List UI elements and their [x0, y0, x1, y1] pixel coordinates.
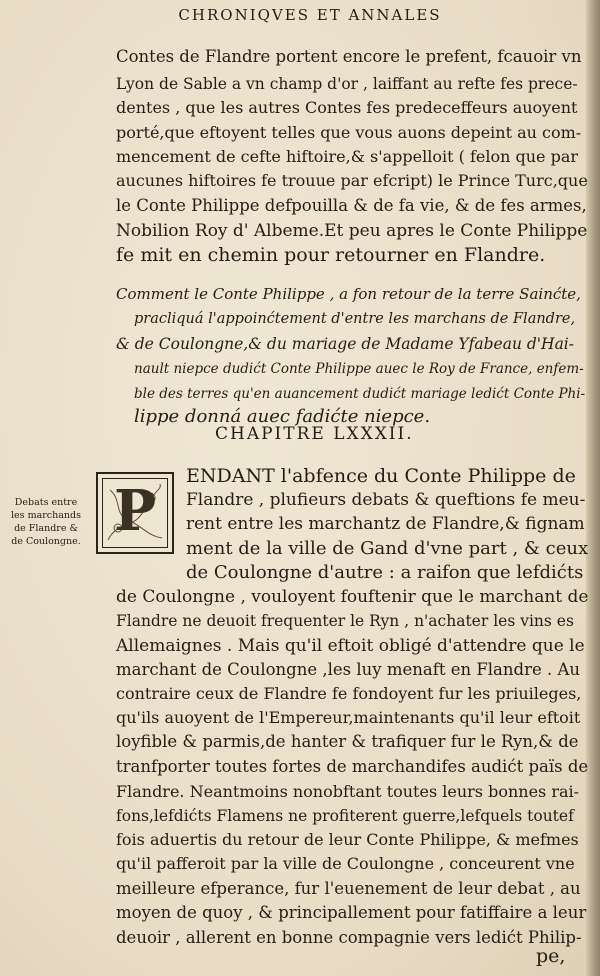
body_chapter-line: Flandre. Neantmoins nonobftant toutes leurs bonnes rai-	[116, 782, 580, 801]
body_chapter-line: qu'il pafferoit par la ville de Coulongne , conceurent vne	[116, 854, 575, 873]
margin-note: Debats entre les marchands de Flandre & de Coulongne.	[11, 497, 81, 547]
body_chapter-line: rent entre les marchantz de Flandre,& fignam	[186, 514, 585, 534]
body_chapter-line: contraire ceux de Flandre fe fondoyent fur les priuileges,	[116, 684, 582, 703]
body_chapter-line: marchant de Coulongne ,les luy menaft en Flandre . Au	[116, 660, 581, 679]
body_top-line: mencement de cefte hiftoire,& s'appelloit ( felon que par	[116, 147, 579, 166]
body_chapter-line: moyen de quoy , & principallement pour fatiffaire a leur	[116, 903, 587, 922]
page-edge	[586, 0, 600, 976]
body_top-line: porté,que eftoyent telles que vous auons depeint au com-	[116, 123, 582, 142]
body_chapter-line: meilleure efperance, fur l'euenement de leur debat , au	[116, 879, 581, 898]
body_top-line: aucunes hiftoires fe trouue par efcript) le Prince Turc,que	[116, 171, 588, 190]
body_top-line: Lyon de Sable a vn champ d'or , laiffant au refte fes prece-	[116, 75, 578, 93]
body_top-line: dentes , que les autres Contes fes predeceffeurs auoyent	[116, 98, 578, 117]
body_chapter-line: ENDANT l'abfence du Conte Philippe de	[186, 465, 576, 487]
body_chapter-line: tranfporter toutes fortes de marchandifes audićt païs de	[116, 757, 589, 776]
chapter_summary-line: lippe donná auec fadićte niepce.	[134, 406, 431, 427]
body_chapter-line: fons,lefdićts Flamens ne profiterent guerre,lefquels toutef	[116, 807, 574, 825]
body_chapter-line: Flandre , plufieurs debats & queftions fe meu-	[186, 490, 586, 510]
body_top-line: fe mit en chemin pour retourner en Flandre.	[116, 244, 546, 266]
chapter_summary-line: nault niepce dudićt Conte Philippe auec le Roy de France, enfem-	[134, 361, 584, 377]
chapter_summary-line: Comment le Conte Philippe , a fon retour de la terre Sainćte,	[116, 285, 581, 303]
chapter_summary-line: & de Coulongne,& du mariage de Madame Yfabeau d'Hai-	[116, 335, 575, 353]
body_chapter-line: deuoir , allerent en bonne compagnie vers ledićt Philip-	[116, 928, 582, 947]
running-head: CHRONIQVES ET ANNALES	[178, 6, 442, 24]
body_chapter-line: loyfible & parmis,de hanter & trafiquer fur le Ryn,& de	[116, 732, 579, 751]
body_top-line: Contes de Flandre portent encore le prefent, fcauoir vn	[116, 47, 582, 66]
body_chapter-line: ment de la ville de Gand d'vne part , & ceux	[186, 538, 589, 559]
decorated-initial	[96, 472, 174, 554]
body_top-line: Nobilion Roy d' Albeme.Et peu apres le Conte Philippe	[116, 221, 588, 241]
chapter-heading: CHAPITRE LXXXII.	[215, 424, 414, 444]
body_chapter-line: qu'ils auoyent de l'Empereur,maintenants qu'il leur eftoit	[116, 708, 581, 727]
body_chapter-line: fois aduertis du retour de leur Conte Philippe, & mefmes	[116, 830, 579, 849]
catchword: pe,	[536, 945, 566, 967]
body_top-line: le Conte Philippe defpouilla & de fa vie, & de fes armes,	[116, 196, 587, 215]
chapter_summary-line: ble des terres qu'en auancement dudićt mariage ledićt Conte Phi-	[134, 386, 586, 402]
body_chapter-line: Allemaignes . Mais qu'il eftoit obligé d'attendre que le	[116, 636, 585, 656]
initial-letter: P	[113, 478, 157, 544]
body_chapter-line: de Coulongne d'autre : a raifon que lefdićts	[186, 562, 584, 583]
body_chapter-line: de Coulongne , vouloyent fouftenir que le marchant de	[116, 587, 589, 607]
chapter_summary-line: pracliquá l'appoinćtement d'entre les marchans de Flandre,	[134, 311, 576, 327]
body_chapter-line: Flandre ne deuoit frequenter le Ryn , n'achater les vins es	[116, 612, 574, 630]
